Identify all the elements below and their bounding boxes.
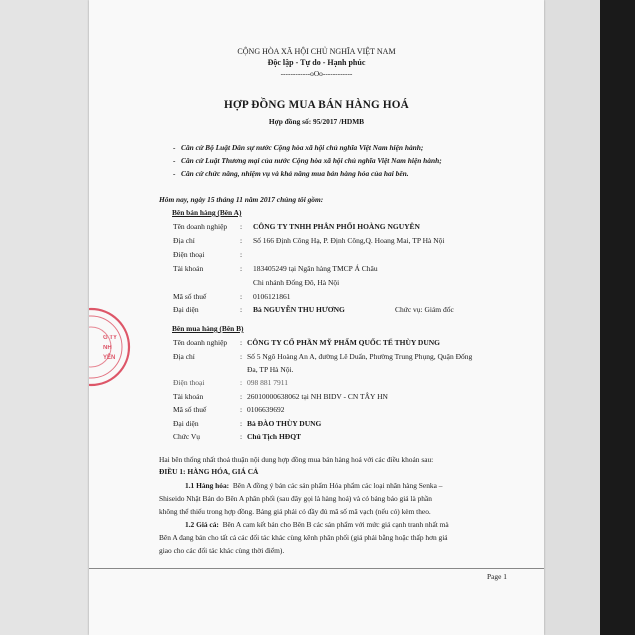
- svg-text:G TY: G TY: [103, 335, 118, 341]
- buyer-position: Chủ Tịch HĐQT: [247, 432, 302, 441]
- seller-representative: Bà NGUYỄN THU HƯƠNG: [253, 305, 345, 314]
- agreement-sentence: Hai bên thống nhất thoả thuận nội dung hợp đồng mua bán hàng hoá với các điều khoản sau:: [159, 455, 434, 464]
- seller-tax-code: 0106121861: [253, 292, 291, 301]
- seller-position: Chức vụ: Giám đốc: [395, 305, 454, 314]
- colon: :: [240, 292, 243, 301]
- scanner-shadow-right: [600, 0, 635, 635]
- clause-text: Bên A cam kết bán cho Bên B các sản phẩm với mức giá cạnh tranh nhất mà: [222, 520, 449, 529]
- colon: :: [240, 352, 243, 361]
- seller-label: Tên doanh nghiệp: [173, 222, 228, 231]
- seller-label: Điện thoại: [173, 250, 205, 259]
- colon: :: [240, 405, 243, 414]
- buyer-address: Số 5 Ngõ Hoàng An A, đường Lê Duẩn, Phường Trung Phụng, Quận Đống: [247, 352, 473, 361]
- buyer-representative: Bà ĐÀO THÙY DUNG: [247, 419, 322, 428]
- republic-heading: CỘNG HÒA XÃ HỘI CHỦ NGHĨA VIỆT NAM: [237, 47, 396, 56]
- seller-address: Số 166 Định Công Hạ, P. Định Công,Q. Hoang Mai, TP Hà Nội: [253, 236, 445, 245]
- seller-heading: Bên bán hàng (Bên A): [172, 208, 242, 217]
- intro-date: Hôm nay, ngày 15 tháng 11 năm 2017 chúng tôi gồm:: [159, 195, 324, 204]
- buyer-label: Tên doanh nghiệp: [173, 338, 228, 347]
- buyer-label: Chức Vụ: [173, 432, 201, 441]
- buyer-address-cont: Đa, TP Hà Nội.: [247, 365, 294, 374]
- clause-1-2-line: [185, 520, 449, 529]
- company-stamp: [89, 305, 135, 389]
- seller-account: 183405249 tại Ngân hàng TMCP Á Châu: [253, 264, 378, 273]
- article-1-heading: ĐIỀU 1: HÀNG HÓA, GIÁ CẢ: [159, 467, 259, 476]
- clause-1-2-line: Bên A đang bán cho tất cả các đối tác khác cùng kênh phân phối (giá phải bằng hoặc thấp hơn giá: [159, 533, 448, 542]
- buyer-label: Đại diện: [173, 419, 199, 428]
- clause-1-1-line: [185, 481, 442, 490]
- seller-bank-branch: Chi nhánh Đống Đô, Hà Nội: [253, 278, 340, 287]
- colon: :: [240, 392, 243, 401]
- clause-1-1-line: không thể thiếu trong hợp đồng. Bảng giá phải có đầy đủ mã số mã vạch (nếu có) kèm theo.: [159, 507, 431, 516]
- clause-1-2-line: giao cho các đối tác khác cùng thời điểm).: [159, 546, 285, 555]
- buyer-tax-code: 0106639692: [247, 405, 285, 414]
- colon: :: [240, 378, 243, 387]
- buyer-label: Tài khoản: [173, 392, 204, 401]
- scanner-bed-left: [0, 0, 89, 635]
- legal-basis: - Căn cứ chức năng, nhiệm vụ và khả năng mua bán hàng hóa của hai bên.: [173, 169, 409, 178]
- buyer-company: CÔNG TY CỔ PHẦN MỸ PHẨM QUỐC TẾ THÙY DUNG: [247, 338, 440, 347]
- colon: :: [240, 250, 243, 259]
- colon: :: [240, 432, 243, 441]
- buyer-heading: Bên mua hàng (Bên B): [172, 324, 244, 333]
- document-title: HỢP ĐỒNG MUA BÁN HÀNG HOÁ: [224, 99, 409, 111]
- page-number: Page 1: [487, 572, 507, 581]
- colon: :: [240, 338, 243, 347]
- buyer-label: Điện thoại: [173, 378, 205, 387]
- buyer-phone: 098 881 7911: [247, 378, 288, 387]
- colon: :: [240, 419, 243, 428]
- footer-rule: [89, 568, 544, 569]
- seller-company: CÔNG TY TNHH PHÂN PHỐI HOÀNG NGUYÊN: [253, 222, 420, 231]
- document-page: [89, 0, 544, 635]
- header-divider: ------------oOo------------: [280, 69, 353, 78]
- clause-1-1-line: Shiseido Nhật Bản do Bên A phân phối (sau đây gọi là hàng hoá) và có bảng báo giá là phần: [159, 494, 432, 503]
- svg-text:YÊN: YÊN: [103, 355, 116, 361]
- buyer-label: Mã số thuế: [173, 405, 207, 414]
- clause-text: Bên A đồng ý bán các sản phẩm Hóa phẩm các loại nhãn hàng Senka –: [232, 481, 443, 490]
- colon: :: [240, 222, 243, 231]
- contract-number: Hợp đồng số: 95/2017 /HDMB: [268, 117, 365, 126]
- clause-label: 1.2 Giá cả:: [185, 520, 219, 529]
- legal-basis: - Căn cứ Bộ Luật Dân sự nước Cộng hòa xã hội chủ nghĩa Việt Nam hiện hành;: [173, 143, 424, 152]
- buyer-account: 26010000638062 tại NH BIDV - CN TÂY HN: [247, 392, 388, 401]
- seller-label: Mã số thuế: [173, 292, 207, 301]
- seller-label: Đại diện: [173, 305, 199, 314]
- seller-label: Địa chỉ: [173, 236, 195, 245]
- colon: :: [240, 305, 243, 314]
- clause-label: 1.1 Hàng hóa:: [185, 481, 230, 490]
- svg-text:NH: NH: [103, 345, 112, 351]
- legal-basis: - Căn cứ Luật Thương mại của nước Cộng hòa xã hội chủ nghĩa Việt Nam hiện hành;: [173, 156, 442, 165]
- buyer-label: Địa chỉ: [173, 352, 195, 361]
- motto: Độc lập - Tự do - Hạnh phúc: [267, 58, 366, 67]
- seller-label: Tài khoản: [173, 264, 204, 273]
- colon: :: [240, 264, 243, 273]
- colon: :: [240, 236, 243, 245]
